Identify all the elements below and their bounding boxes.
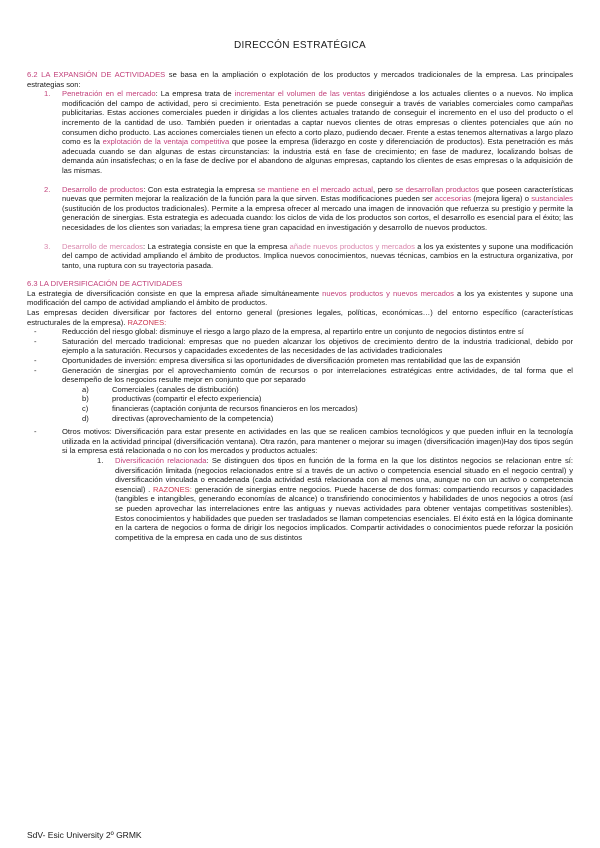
razones-label: RAZONES: (127, 317, 167, 327)
highlight: accesorias (434, 194, 472, 204)
highlight: explotación de la ventaja competitiva (102, 137, 230, 147)
strategy-name: Diversificación relacionada (115, 455, 207, 465)
list-item-text: generación de sinergias entre negocios. Puede hacerse de dos formas: compartiendo recursos y capacidades (tangibles e intangibles, generando economías de alcance) o transfiriendo conocimientos y habilidades de unos negocios a otros (así se pueden aprovechar las interrelaciones entre las antiguas y nuevas actividades para obtener ventajas competitivas sostenibles). Estos conocimientos y habilidades que pueden ser trasladados se llaman competencias esenciales. El éxito está en la lógica dominante en la cartera de negocios o forma de dirigir los negocios implicados. Compartir actividades o conocimientos puede reforzar la posición competitiva de la empresa en cada uno de sus distintos (115, 484, 573, 542)
strategy-text: , pero (373, 184, 396, 194)
strategy-text: que poseen características nuevas que permiten mejorar la realización de la función para la que sirven. Estas modificaciones pueden ser (62, 184, 574, 204)
list-number: 1. (97, 455, 104, 465)
list-item (82, 385, 573, 395)
highlight: se mantiene en el mercado actual (257, 184, 373, 194)
expansion-strategies-list (27, 89, 573, 270)
list-letter: a) (82, 384, 89, 394)
list-item: - Generación de sinergias por el aprovechamiento común de recursos o por interrelaciones estratégicas entre actividades, de tal forma que el desempeño de los negocios resulte mejor en conjunto que por separado a) Comerciales (canales de distribución) b) productivas (compartir el efecto experiencia) c) financieras (captación conjunta de recursos financieros en los mercados) d) directivas (aprovechamiento de la competencia) (34, 365, 573, 423)
highlight: incrementar el volumen de las ventas (234, 89, 366, 99)
list-number: 3. (44, 241, 51, 251)
strategy-text: dirigiéndose a los actuales clientes o a nuevos. No implica modificación del campo de actividad, pero si crecimiento. Esta penetración se puede conseguir a través de variables comerciales como campañas publicitarias. Estas acciones comerciales pueden ir dirigidas a los clientes actuales tratando de conseguir el incremento en el uso del producto o el incremento de la cantidad de uso. También pueden ir orientadas a captar nuevos clientes de otras empresas o clientes potenciales que aún no consumen dicho producto. Las acciones comerciales tienen un efecto a corto plazo, pudiendo decaer. Frente a estas tenemos alternativas a largo plazo como es la (62, 89, 574, 147)
strategy-text: : La estrategia consiste en que la empresa (142, 241, 290, 251)
section-6-2-heading: 6.2 LA EXPANSIÓN DE ACTIVIDADES (27, 70, 166, 79)
list-item: - Reducción del riesgo global: disminuye el riesgo a largo plazo de la empresa, al repartirlo entre un conjunto de negocios distintos entre sí (34, 327, 524, 337)
strategy-name: Desarrollo de mercados (62, 241, 143, 251)
list-item: - Otros motivos: Diversificación para estar presente en actividades en las que se realicen cambios tecnológicos y que pueden influir en la tecnología utilizada en la actividad principal (diversificación ventana). Otra razón, para mantener o mejorar su imagen (diversificación imagen)Hay dos tipos según si la empresa está relacionada o no con los mercados y productos actuales: 1. Diversificación relacionada: Se distinguen dos tipos en función de la forma en la que los distintos negocios se relacionan entre sí: diversificación limitada (negocios relacionados entre sí a través de un activo o competencia esencial situado en el negocio central) y diversificación vinculada o encadenada (cada actividad está relacionada con al menos una, aunque no con un activo o competencia esencial) . RAZONES: generación de sinergias entre negocios. Puede hacerse de dos formas: compartiendo recursos y capacidades (tangibles e intangibles, generando economías de alcance) o transfiriendo conocimientos y habilidades de unos negocios a otros (así se pueden aprovechar las interrelaciones entre las antiguas y nuevas actividades para obtener ventajas competitivas sostenibles). Estos conocimientos y habilidades que pueden ser trasladados se llaman competencias esenciales. El éxito está en la lógica dominante en la cartera de negocios o forma de dirigir los negocios implicados. Compartir actividades o conocimientos puede reforzar la posición competitiva de la empresa en cada uno de sus distintos (34, 427, 573, 542)
list-letter: c) (82, 404, 89, 413)
list-item (82, 394, 573, 404)
page-title: DIRECCÓN ESTRATÉGICA (234, 40, 366, 51)
strategy-text: (sustitución de los productos tradicionales). Permite a la empresa ofrecer al mercado una imagen de innovación que refuerza su prestigio y permite la generación de sinergias. Esta estrategia es adecuada cuando: los ciclos de vida de los productos son cortos, el desarrollo es esencial para el éxito; las necesidades de los clientes son variadas; la empresa tiene gran capacidad en investigación y desarrollo de nuevos productos. (62, 203, 573, 232)
strategy-desarrollo-productos (27, 185, 573, 233)
list-item-text: financieras (captación conjunta de recursos financieros en los mercados) (112, 404, 358, 413)
highlight: sustanciales (531, 194, 573, 204)
list-item-text: Generación de sinergias por el aprovechamiento común de recursos o por interrelaciones estratégicas entre actividades, de tal forma que el desempeño de los negocios resulte mejor en conjunto que por separado (62, 365, 573, 385)
section-6-3-p1 (27, 289, 573, 308)
list-item-text: directivas (aprovechamiento de la competencia) (112, 413, 274, 423)
section-6-3-p2 (27, 308, 573, 327)
strategy-name: Desarrollo de productos (62, 184, 144, 194)
razones-label: RAZONES: (153, 484, 192, 494)
synergy-types-list (62, 385, 573, 423)
list-number: 1. (44, 89, 51, 99)
document-body (27, 70, 573, 542)
list-item: - Oportunidades de inversión: empresa diversifica si las oportunidades de diversificación prometen mas rentabilidad que las de expansión (34, 356, 521, 366)
list-item-text: Reducción del riesgo global: disminuye el riesgo a largo plazo de la empresa, al repartirlo entre un conjunto de negocios distintos entre sí (62, 327, 524, 337)
list-number: 2. (44, 184, 51, 194)
strategy-desarrollo-mercados (27, 242, 573, 271)
highlight: se desarrollan productos (395, 184, 480, 194)
list-item: - Saturación del mercado tradicional: empresas que no pueden alcanzar los objetivos de crecimiento dentro de la industria tradicional, debido por ejemplo a la saturación. Recursos y capacidades excedentes de las necesidades de las actividades tradicionales (34, 336, 573, 356)
list-letter: b) (82, 394, 89, 404)
list-item-text: Oportunidades de inversión: empresa diversifica si las oportunidades de diversificación prometen mas rentabilidad que las de expansión (62, 356, 521, 366)
section-6-2-intro-text: se basa en la ampliación o explotación de los productos y mercados tradicionales de la empresa. Las principales estrategias son: (27, 70, 574, 89)
reasons-list (27, 327, 573, 542)
strategy-name: Penetración en el mercado (62, 89, 156, 99)
highlight: añade nuevos productos y mercados (289, 241, 415, 251)
paragraph-text: Las empresas deciden diversificar por factores del entorno general (presiones legales, políticas, económicas…) del entorno específico (características estructurales de la empresa). (27, 308, 573, 327)
list-item-text: productivas (compartir el efecto experiencia) (112, 394, 262, 404)
diversificacion-relacionada (77, 456, 573, 542)
list-letter: d) (82, 413, 89, 423)
strategy-penetracion (27, 89, 573, 175)
section-6-3-heading: 6.3 LA DIVERSIFICACIÓN DE ACTIVIDADES (27, 279, 183, 289)
list-item (82, 404, 573, 414)
list-item-text: Saturación del mercado tradicional: empresas que no pueden alcanzar los objetivos de crecimiento dentro de la industria tradicional, debido por ejemplo a la saturación. Recursos y capacidades excedentes de las necesidades de las actividades tradicionales (62, 336, 573, 356)
highlight: nuevos productos y nuevos mercados (322, 288, 454, 298)
list-item-text: Comerciales (canales de distribución) (112, 384, 239, 394)
strategy-text: que posee la empresa (liderazgo en coste y diferenciación de productos). Esta penetración es más adecuada cuando se dan algunas de estas circunstancias: la industria está en fase de crecimiento; en fase de madurez, localizando bolsas de demanda aún insatisfechas; o en la fase de declive por el abandono de algunas empresas, captando los clientes de esas empresas o la adquisición de las mismas. (62, 137, 573, 175)
diversification-types-list (62, 456, 573, 542)
paragraph-text: La estrategia de diversificación consiste en que la empresa añade simultáneamente (27, 288, 323, 298)
list-item (82, 414, 573, 424)
strategy-text: : La empresa trata de (155, 89, 235, 99)
section-6-2-intro (27, 70, 573, 89)
strategy-text: a los ya existentes y supone una modificación del campo de actividad ampliando el ámbito de productos. Implica nuevos conocimientos, nuevas técnicas, cambios en la estructura organizativa, por tanto, una ruptura con su trayectoria pasada. (62, 241, 574, 270)
list-item-text: : Se distinguen dos tipos en función de la forma en la que los distintos negocios se relacionan entre sí: diversificación limitada (negocios relacionados entre sí a través de un activo o competencia esencial situado en el negocio central) y diversificación vinculada o encadenada (cada actividad está relacionada con al menos una, aunque no con un activo o competencia esencial) . (115, 455, 573, 494)
list-item-text: Otros motivos: Diversificación para estar presente en actividades en las que se realicen cambios tecnológicos y que pueden influir en la tecnología utilizada en la actividad principal (diversificación ventana). Otra razón, para mantener o mejorar su imagen (diversificación imagen)Hay dos tipos según si la empresa está relacionada o no con los mercados y productos actuales: (62, 427, 573, 456)
page-footer: SdV- Esic University 2º GRMK (27, 830, 142, 840)
strategy-text: : Con esta estrategia la empresa (143, 184, 258, 194)
strategy-text: (mejora ligera) o (471, 194, 532, 204)
paragraph-text: a los ya existentes y supone una modificación del campo de actividad ampliando el ámbito de productos. (27, 288, 573, 308)
